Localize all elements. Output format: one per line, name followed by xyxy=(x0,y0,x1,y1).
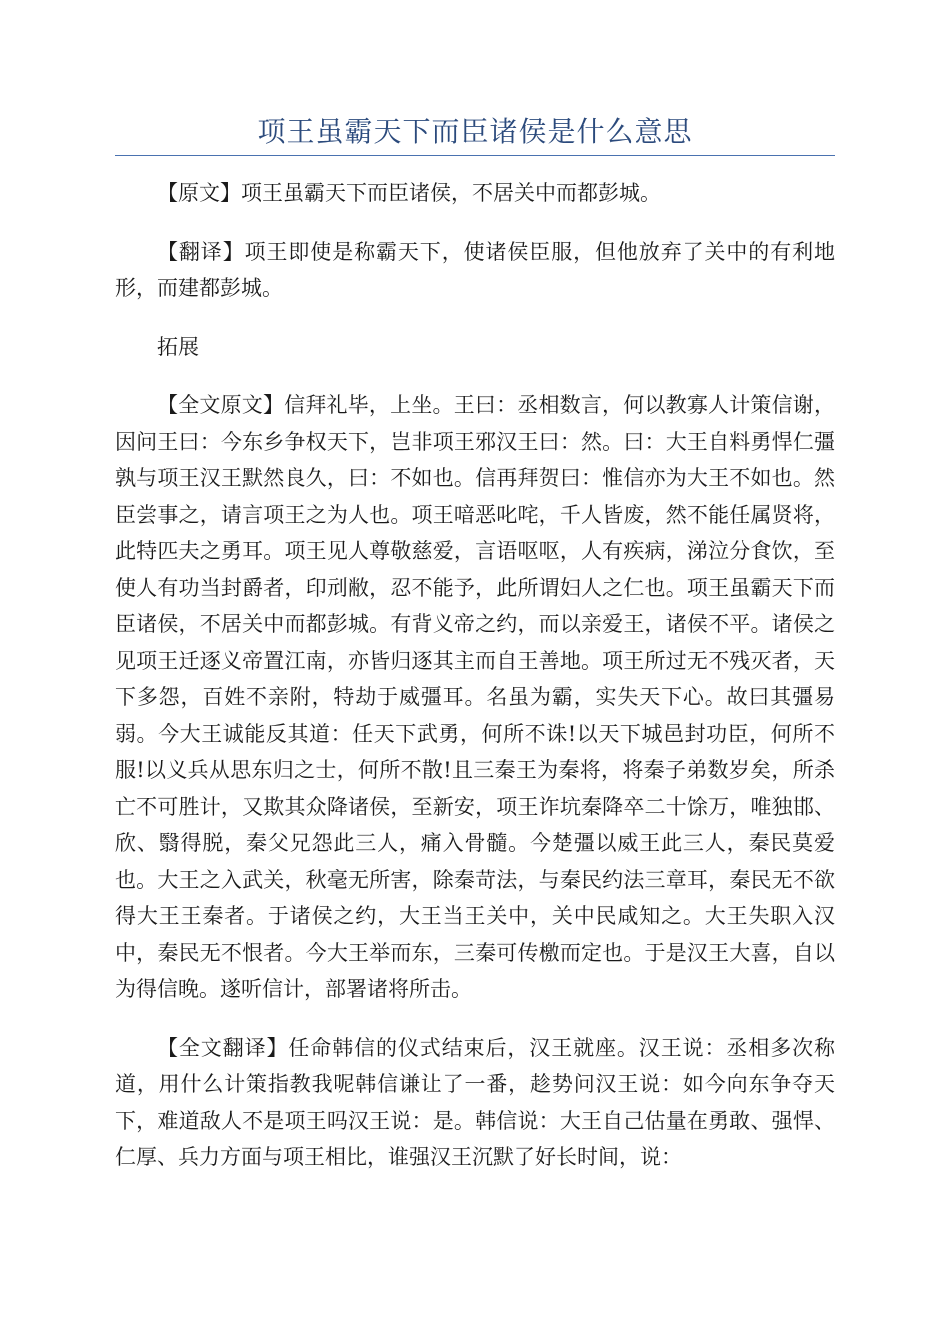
paragraph-translation: 【翻译】项王即使是称霸天下，使诸侯臣服，但他放弃了关中的有利地形，而建都彭城。 xyxy=(115,239,835,300)
paragraph-full-translation: 【全文翻译】任命韩信的仪式结束后，汉王就座。汉王说：丞相多次称道，用什么计策指教我呢韩信谦让了一番，趁势问汉王说：如今向东争夺天下，难道敌人不是项王吗汉王说：是。韩信说：大王自己估量在勇敢、强悍、仁厚、兵力方面与项王相比，谁强汉王沉默了好长时间，说： xyxy=(115,1035,835,1169)
paragraph-extension-heading: 拓展 xyxy=(157,334,199,359)
title-underline xyxy=(115,155,835,156)
document-body xyxy=(115,175,835,1198)
paragraph-original: 【原文】项王虽霸天下而臣诸侯，不居关中而都彭城。 xyxy=(157,181,661,205)
document-title: 项王虽霸天下而臣诸侯是什么意思 xyxy=(257,115,693,148)
paragraph-full-original: 【全文原文】信拜礼毕，上坐。王曰：丞相数言，何以教寡人计策信谢，因问王曰：今东乡争权天下，岂非项王邪汉王曰：然。曰：大王自料勇悍仁彊孰与项王汉王默然良久，曰：不如也。信再拜贺曰：惟信亦为大王不如也。然臣尝事之，请言项王之为人也。项王喑恶叱咤，千人皆废，然不能任属贤将，此特匹夫之勇耳。项王见人尊敬慈爱，言语呕呕，人有疾病，涕泣分食饮，至使人有功当封爵者，印刓敝，忍不能予，此所谓妇人之仁也。项王虽霸天下而臣诸侯，不居关中而都彭城。有背义帝之约，而以亲爱王，诸侯不平。诸侯之见项王迁逐义帝置江南，亦皆归逐其主而自王善地。项王所过无不残灭者，天下多怨，百姓不亲附，特劫于威彊耳。名虽为霸，实失天下心。故曰其彊易弱。今大王诚能反其道：任天下武勇，何所不诛!以天下城邑封功臣，何所不服!以义兵从思东归之士，何所不散!且三秦王为秦将，将秦子弟数岁矣，所杀亡不可胜计，又欺其众降诸侯，至新安，项王诈坑秦降卒二十馀万，唯独邯、欣、翳得脱，秦父兄怨此三人，痛入骨髓。今楚彊以威王此三人，秦民莫爱也。大王之入武关，秋毫无所害，除秦苛法，与秦民约法三章耳，秦民无不欲得大王王秦者。于诸侯之约，大王当王关中，关中民咸知之。大王失职入汉中，秦民无不恨者。今大王举而东，三秦可传檄而定也。于是汉王大喜，自以为得信晚。遂听信计，部署诸将所击。 xyxy=(115,393,835,1001)
